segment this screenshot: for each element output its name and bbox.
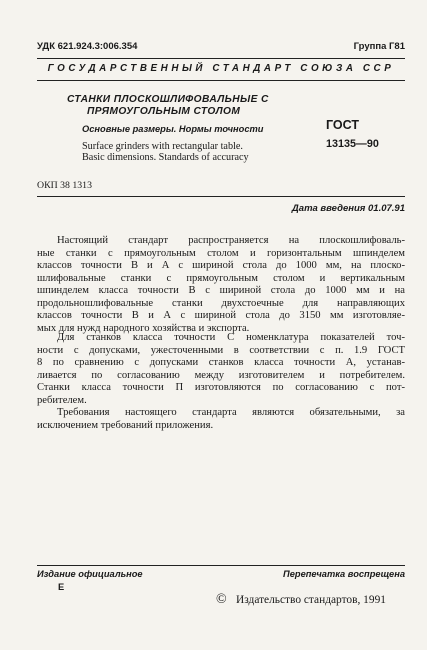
p2-line-1: Для станков класса точности С номенклатура показателей точ-: [57, 332, 405, 343]
p2-line-5: Станки класса точности П изготовляются по согласованию с пот-: [37, 382, 405, 393]
title-ru-line-1: СТАНКИ ПЛОСКОШЛИФОВАЛЬНЫЕ С: [67, 94, 269, 105]
copyright-icon: ©: [216, 592, 227, 607]
title-ru-line-2: ПРЯМОУГОЛЬНЫМ СТОЛОМ: [87, 106, 241, 117]
gost-number: 13135—90: [326, 138, 379, 150]
header-bottom-rule: [37, 80, 405, 81]
state-standard-heading: ГОСУДАРСТВЕННЫЙ СТАНДАРТ СОЮЗА ССР: [47, 63, 395, 74]
paragraph-1: [37, 235, 405, 335]
p1-line-8: мых для нужд народного хозяйства и экспорта.: [37, 322, 250, 334]
p2-line-4: ливается по согласованию между изготовителем и потребителем.: [37, 369, 405, 381]
udk-code: УДК 621.924.3:006.354: [37, 41, 138, 52]
p2-line-6: ребителем.: [37, 394, 87, 406]
p1-line-3: классов точности В и А с шириной стола до 1000 мм, на плоско-: [37, 260, 405, 271]
footer-rule: [37, 565, 405, 566]
paragraph-3: [37, 407, 405, 432]
p1-line-6: продольношлифовальные станки двухстоечные для направляющих: [37, 297, 405, 309]
p3-line-2: исключением требований приложения.: [37, 419, 214, 431]
title-en-line-2: Basic dimensions. Standards of accuracy: [82, 152, 249, 163]
title-en-line-1: Surface grinders with rectangular table.: [82, 141, 243, 152]
official-edition: Издание официальное: [37, 569, 143, 579]
group-code: Группа Г81: [353, 41, 405, 52]
edition-letter: Е: [58, 582, 65, 592]
p1-line-5: шпинделем класса точности В с шириной стола до 1000 мм и на: [37, 285, 405, 296]
okp-rule: [37, 196, 405, 197]
p1-line-7: классов точности В и А с шириной стола до 3150 мм изготовляе-: [37, 310, 405, 321]
copyright-text: Издательство стандартов, 1991: [236, 594, 386, 606]
okp-code: ОКП 38 1313: [37, 180, 92, 191]
p1-line-1: Настоящий стандарт распространяется на плоскошлифоваль-: [57, 235, 405, 246]
p3-line-1: Требования настоящего стандарта являются обязательными, за: [57, 407, 405, 418]
paragraph-2: [37, 332, 405, 407]
p2-line-3: 8 по сравнению с допусками станков класса точности А, устанав-: [37, 357, 405, 368]
p2-line-2: ности с допусками, ужесточенными в соответствии с п. 1.9 ГОСТ: [37, 344, 405, 356]
subtitle-ru: Основные размеры. Нормы точности: [82, 124, 264, 134]
p1-line-4: шлифовальные станки с прямоугольным столом и вертикальным: [37, 272, 405, 284]
p1-line-2: ные станки с прямоугольным столом и горизонтальным шпинделем: [37, 247, 405, 259]
header-top-rule: [37, 58, 405, 59]
reprint-prohibited: Перепечатка воспрещена: [283, 569, 405, 579]
introduction-date: Дата введения 01.07.91: [291, 203, 405, 214]
gost-label: ГОСТ: [326, 118, 359, 132]
